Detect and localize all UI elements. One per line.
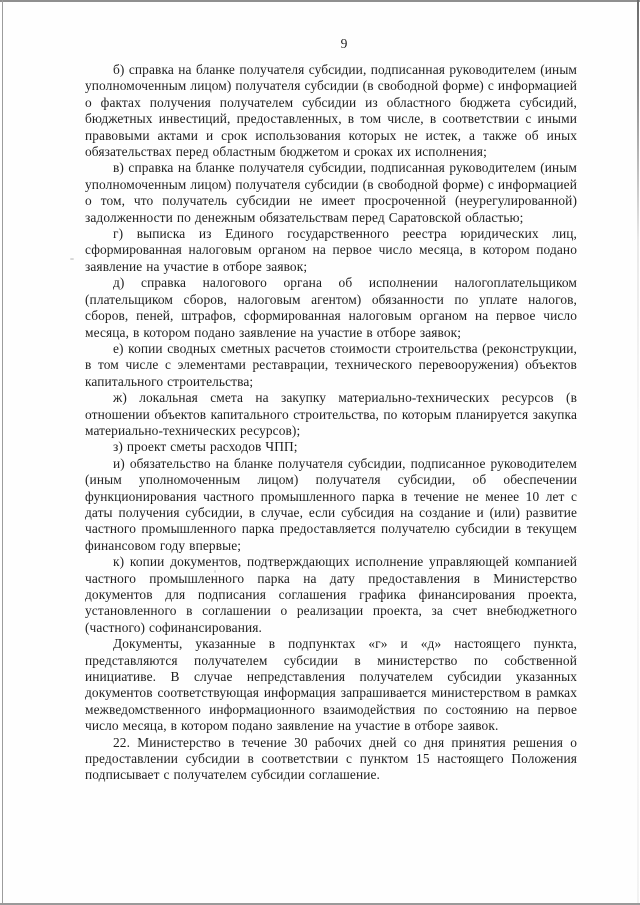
paragraph: 22. Министерство в течение 30 рабочих дней со дня принятия решения о предоставлении субсидии в соответствии с пунктом 15 настоящего Положения подписывает с получателем субсидии соглашение.: [85, 734, 577, 783]
paragraph: к) копии документов, подтверждающих исполнение управляющей компанией частного промышленного парка на дату предоставления в Министерство документов для подписания соглашения графика финансирования проекта, установленного в соглашении о реализации проекта, за счет внебюджетного (частного) софинансирования.: [85, 554, 577, 635]
scan-edge-left: [2, 0, 3, 905]
paragraph: ж) локальная смета на закупку материально-технических ресурсов (в отношении объектов капитального строительства, по которым планируется закупка материально-технических ресурсов);: [85, 390, 577, 438]
paragraph: е) копии сводных сметных расчетов стоимости строительства (реконструкции, в том числе с элементами реставрации, технического перевооружения) объектов капитального строительства;: [85, 340, 577, 389]
paragraph: д) справка налогового органа об исполнении налогоплательщиком (плательщиком сборов, налоговым агентом) обязанности по уплате налогов, сборов, пеней, штрафов, сформированная налоговым органом на первое число месяца, в котором подано заявление на участие в отборе заявок;: [85, 275, 577, 340]
document-body: [85, 62, 577, 784]
paragraph: з) проект сметы расходов ЧПП;: [113, 439, 298, 455]
paragraph: Документы, указанные в подпунктах «г» и «д» настоящего пункта, представляются получателем субсидии в министерство по собственной инициативе. В случае непредставления получателем субсидии указанных документов соответствующая информация запрашивается министерством в рамках межведомственного информационного взаимодействия по состоянию на первое число месяца, в котором подано заявление на участие в отборе заявок.: [85, 636, 577, 734]
page-number: 9: [340, 36, 348, 51]
paragraph: б) справка на бланке получателя субсидии, подписанная руководителем (иным уполномоченным лицом) получателя субсидии (в свободной форме) с информацией о фактах получения получателем субсидии из областного бюджета субсидий, бюджетных инвестиций, предоставленных, в том числе, в соответствии с иными правовыми актами и срок использования которых не истек, а также об иных обязательствах перед областным бюджетом и сроках их исполнения;: [85, 62, 577, 160]
scan-speck: [70, 258, 74, 260]
paragraph: и) обязательство на бланке получателя субсидии, подписанное руководителем (иным уполномоченным лицом) получателя субсидии, об обеспечении функционирования частного промышленного парка в течение не менее 10 лет с даты получения субсидии, в случае, если субсидия на создание и (или) развитие частного промышленного парка предоставляется получателю субсидии в текущем финансовом году впервые;: [85, 455, 577, 553]
scan-edge-top: [0, 0, 640, 2]
paragraph: г) выписка из Единого государственного реестра юридических лиц, сформированная налоговым органом на первое число месяца, в котором подано заявление на участие в отборе заявок;: [85, 226, 577, 274]
scan-edge-right: [637, 0, 639, 905]
paragraph: в) справка на бланке получателя субсидии, подписанная руководителем (иным уполномоченным лицом) получателя субсидии (в свободной форме) с информацией о том, что получатель субсидии не имеет просроченной (неурегулированной) задолженности по денежным обязательствам перед Саратовской областью;: [85, 160, 577, 225]
